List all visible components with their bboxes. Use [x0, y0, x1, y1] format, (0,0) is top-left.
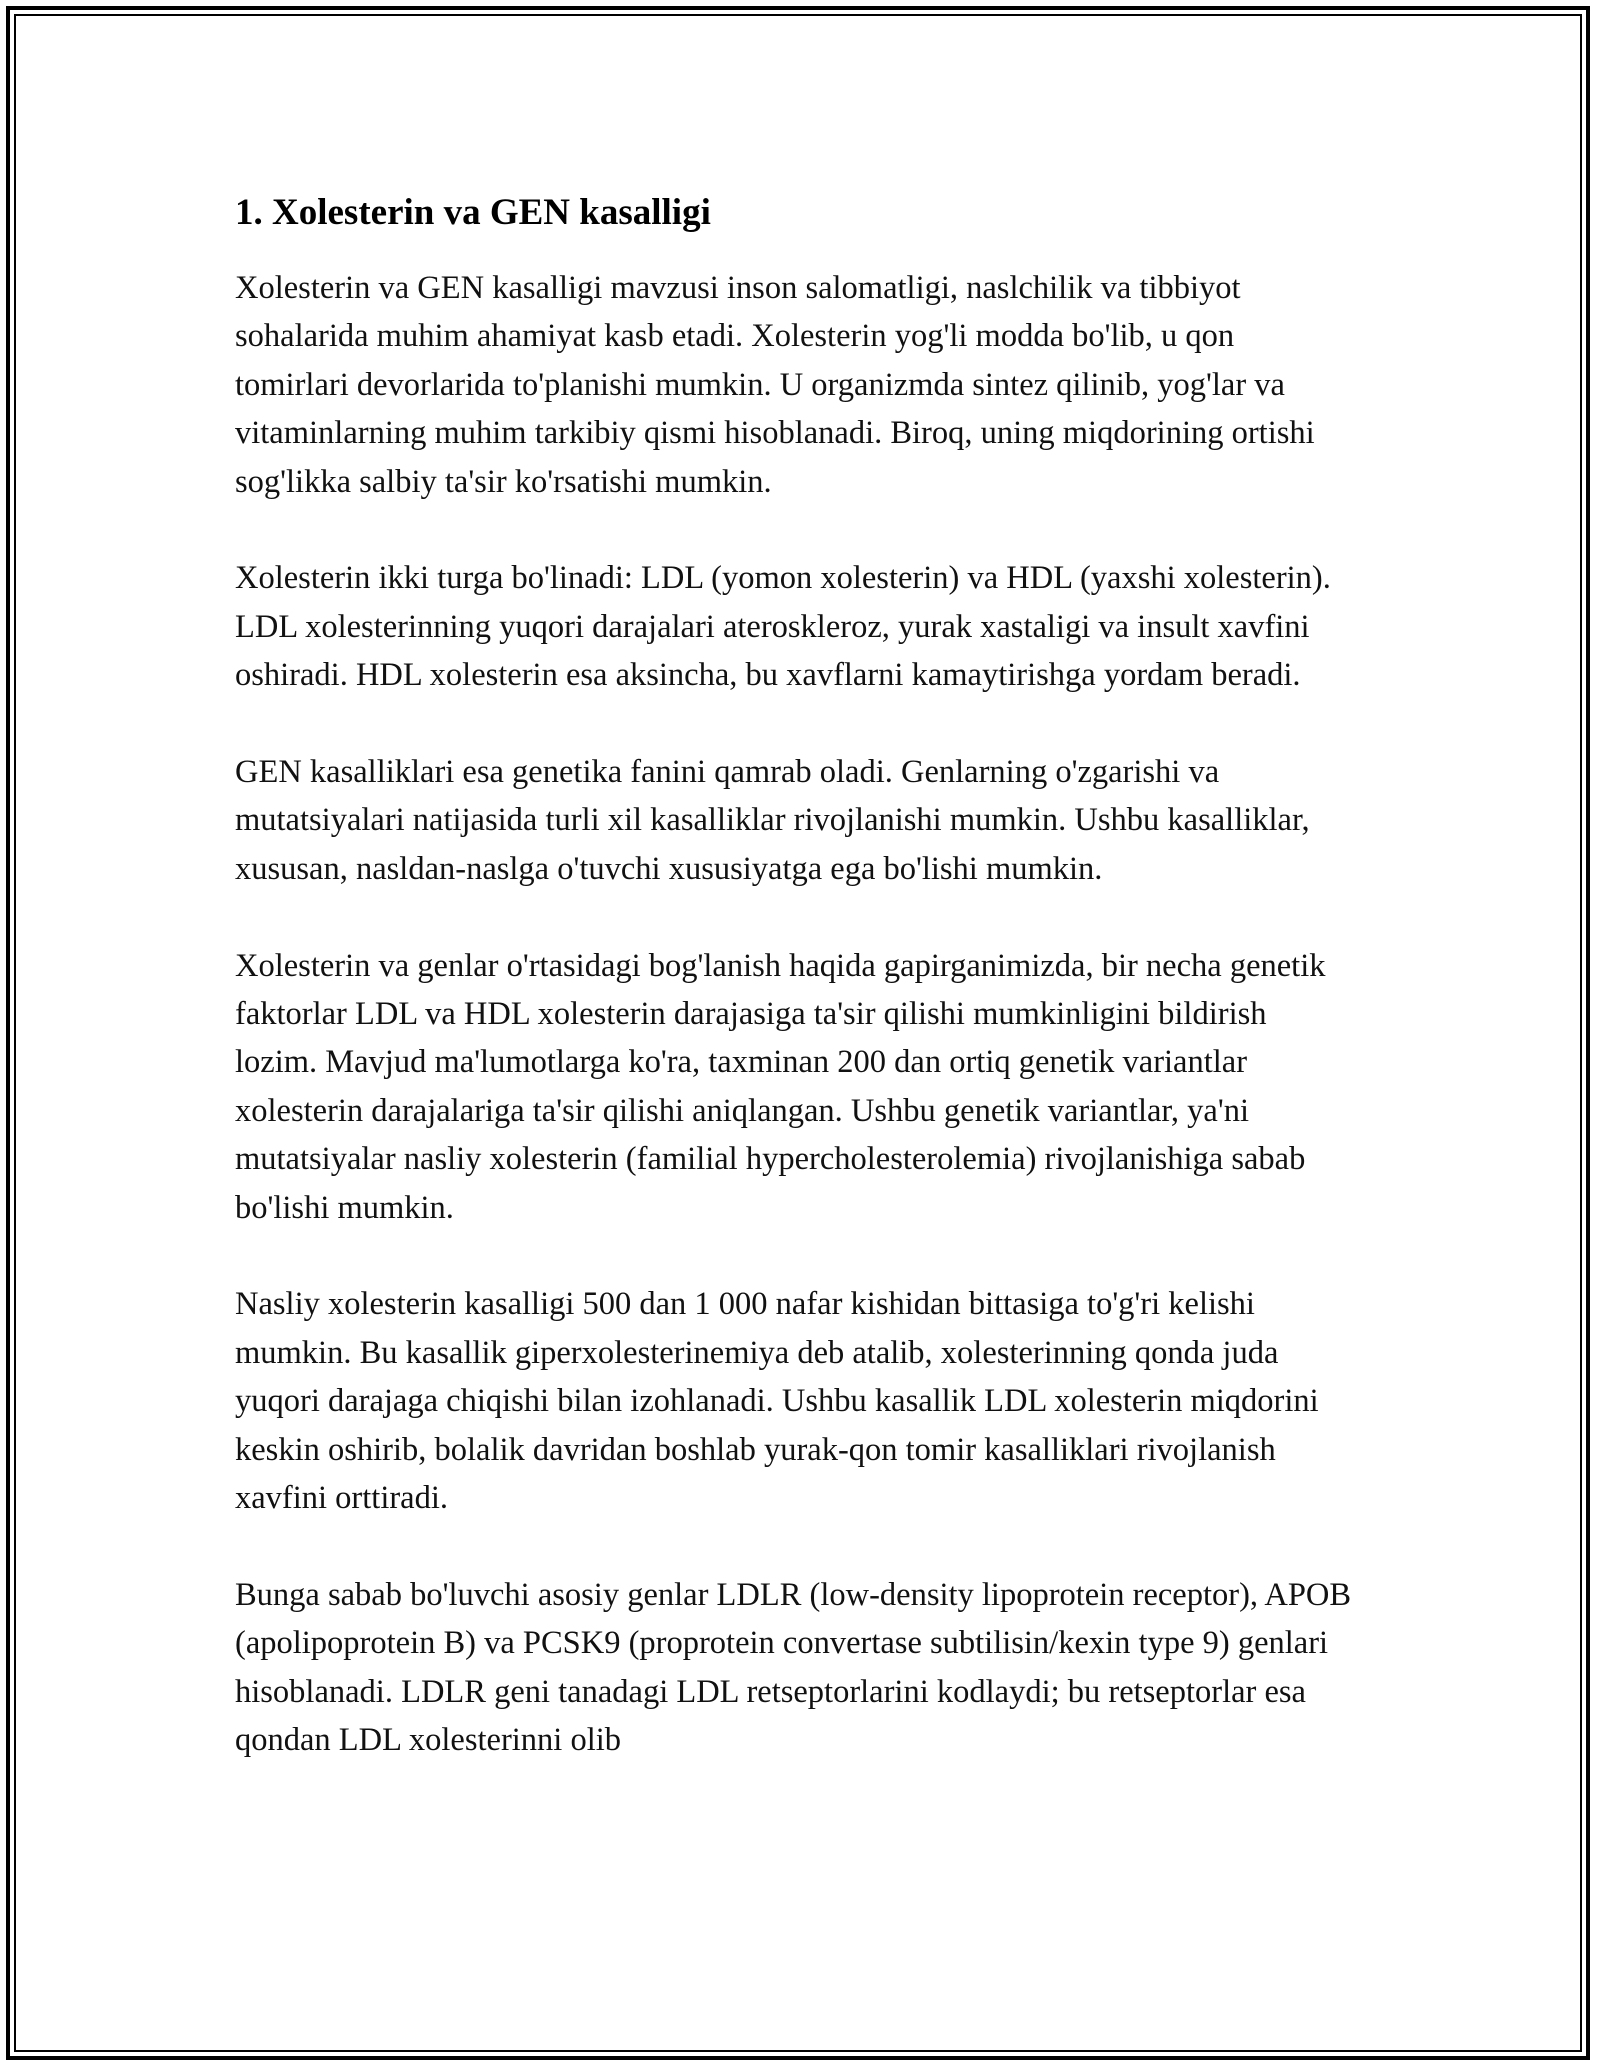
- paragraph-3: GEN kasalliklari esa genetika fanini qamrab oladi. Genlarning o'zgarishi va mutatsiyalari natijasida turli xil kasalliklar rivojlanishi mumkin. Ushbu kasalliklar, xususan, nasldan-naslga o'tuvchi xususiyatga ega bo'lishi mumkin.: [235, 754, 1310, 887]
- document-body: [235, 188, 1355, 1813]
- paragraph-1: Xolesterin va GEN kasalligi mavzusi inson salomatligi, naslchilik va tibbiyot sohalarida muhim ahamiyat kasb etadi. Xolesterin yog'li modda bo'lib, u qon tomirlari devorlarida to'planishi mumkin. U organizmda sintez qilinib, yog'lar va vitaminlarning muhim tarkibiy qismi hisoblanadi. Biroq, uning miqdorining ortishi sog'likka salbiy ta'sir ko'rsatishi mumkin.: [235, 270, 1315, 500]
- paragraph-5: Nasliy xolesterin kasalligi 500 dan 1 000 nafar kishidan bittasiga to'g'ri kelishi mumkin. Bu kasallik giperxolesterinemiya deb atalib, xolesterinning qonda juda yuqori darajaga chiqishi bilan izohlanadi. Ushbu kasallik LDL xolesterin miqdorini keskin oshirib, bolalik davridan boshlab yurak-qon tomir kasalliklari rivojlanish xavfini orttiradi.: [235, 1286, 1319, 1517]
- section-heading: 1. Xolesterin va GEN kasalligi: [235, 192, 711, 233]
- paragraph-2: Xolesterin ikki turga bo'linadi: LDL (yomon xolesterin) va HDL (yaxshi xolesterin). LDL xolesterinning yuqori darajalari ateroskleroz, yurak xastaligi va insult xavfini oshiradi. HDL xolesterin esa aksincha, bu xavflarni kamaytirishga yordam beradi.: [235, 560, 1331, 694]
- paragraph-4: Xolesterin va genlar o'rtasidagi bog'lanish haqida gapirganimizda, bir necha genetik faktorlar LDL va HDL xolesterin darajasiga ta'sir qilishi mumkinligini bildirish lozim. Mavjud ma'lumotlarga ko'ra, taxminan 200 dan ortiq genetik variantlar xolesterin darajalariga ta'sir qilishi aniqlangan. Ushbu genetik variantlar, ya'ni mutatsiyalar nasliy xolesterin (familial hypercholesterolemia) rivojlanishiga sabab bo'lishi mumkin.: [235, 947, 1326, 1226]
- paragraph-6: Bunga sabab bo'luvchi asosiy genlar LDLR (low-density lipoprotein receptor), APOB (apolipoprotein B) va PCSK9 (proprotein convertase subtilisin/kexin type 9) genlari hisoblanadi. LDLR geni tanadagi LDL retseptorlarini kodlaydi; bu retseptorlar esa qondan LDL xolesterinni olib: [235, 1576, 1352, 1759]
